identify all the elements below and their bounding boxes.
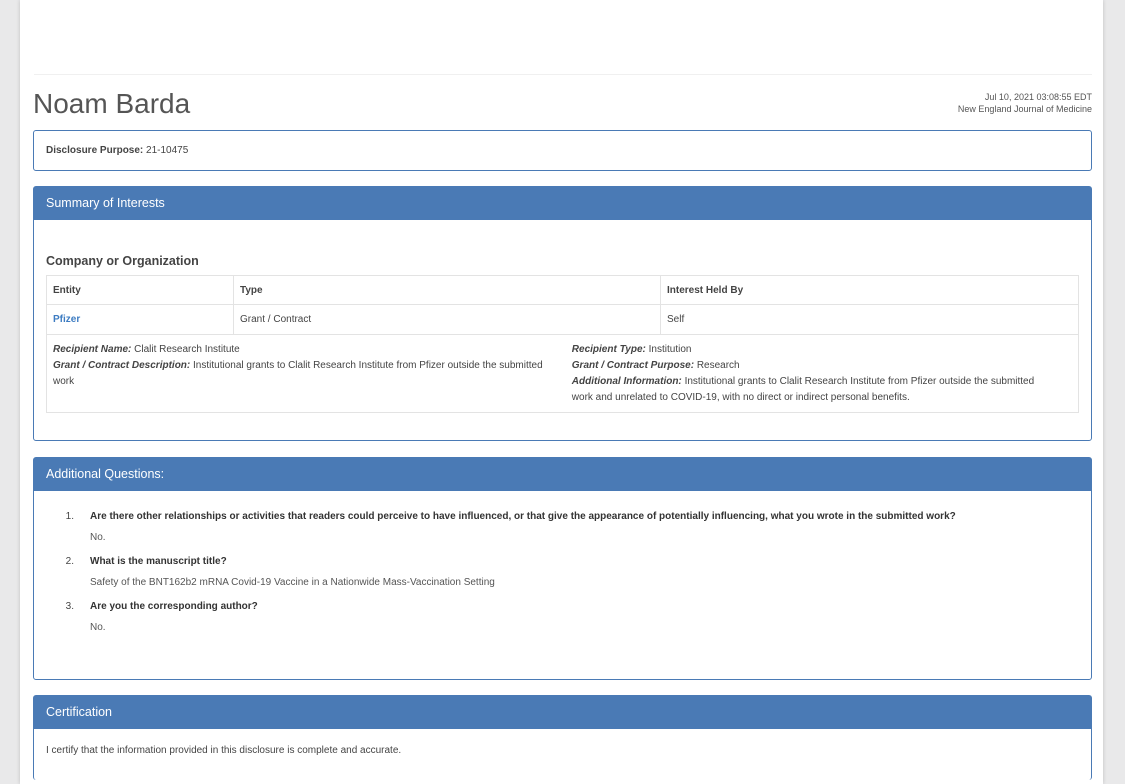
- recipient-type-label: Recipient Type:: [571, 344, 646, 355]
- recipient-name-value: Clalit Research Institute: [134, 344, 240, 355]
- contract-purpose-label: Grant / Contract Purpose:: [571, 360, 695, 371]
- contract-description: [53, 358, 563, 390]
- column-header-held-by: Interest Held By: [661, 276, 1079, 305]
- journal-name: New England Journal of Medicine: [957, 104, 1092, 114]
- questions-list: [46, 511, 956, 646]
- contract-purpose-value: Research: [696, 360, 740, 371]
- contract-description-value: Institutional grants to Clalit Research Institute from Pfizer outside the submitted work: [53, 360, 543, 387]
- disclosure-purpose-panel: [33, 130, 1092, 171]
- question-text: Are you the corresponding author?: [90, 601, 258, 612]
- summary-of-interests-panel: [33, 186, 1092, 441]
- question-text: Are there other relationships or activities that readers could perceive to have influenced, or that give the appearance of potentially influencing, what you wrote in the submitted work?: [90, 511, 956, 522]
- details-left: [53, 342, 563, 390]
- disclosure-purpose-value: 21-10475: [146, 145, 189, 156]
- header-meta: [958, 91, 1092, 115]
- recipient-type-value: Institution: [648, 344, 692, 355]
- details-cell: [47, 335, 1079, 413]
- additional-information: [572, 374, 1042, 406]
- answer-text: Safety of the BNT162b2 mRNA Covid-19 Vaccine in a Nationwide Mass-Vaccination Setting: [90, 577, 495, 588]
- section-title: Company or Organization: [46, 254, 199, 268]
- top-band: [34, 0, 1092, 75]
- list-item: [46, 601, 956, 633]
- disclosure-page: [20, 0, 1103, 784]
- certification-text: I certify that the information provided in this disclosure is complete and accurate.: [46, 745, 402, 756]
- question-text: What is the manuscript title?: [90, 556, 227, 567]
- certification-heading: Certification: [34, 696, 1091, 729]
- questions-heading: Additional Questions:: [34, 458, 1091, 491]
- certification-panel: [33, 695, 1092, 780]
- contract-purpose: [572, 358, 1042, 374]
- summary-heading: Summary of Interests: [34, 187, 1091, 220]
- answer-text: No.: [90, 532, 106, 543]
- question-number: 3.: [65, 601, 74, 612]
- additional-information-label: Additional Information:: [571, 376, 682, 387]
- list-item: [46, 511, 956, 543]
- list-item: [46, 556, 956, 588]
- recipient-name-label: Recipient Name:: [53, 344, 132, 355]
- recipient-type: [572, 342, 1042, 358]
- timestamp: Jul 10, 2021 03:08:55 EDT: [984, 92, 1092, 102]
- column-header-entity: Entity: [47, 276, 234, 305]
- column-header-type: Type: [234, 276, 661, 305]
- answer-text: No.: [90, 622, 106, 633]
- interests-table: [46, 275, 1079, 413]
- question-number: 2.: [65, 556, 74, 567]
- table-row: [47, 305, 1079, 335]
- author-name: Noam Barda: [33, 88, 191, 119]
- disclosure-purpose: [46, 145, 188, 156]
- type-cell: Grant / Contract: [234, 305, 661, 335]
- contract-description-label: Grant / Contract Description:: [53, 360, 191, 371]
- question-number: 1.: [65, 511, 74, 522]
- additional-questions-panel: [33, 457, 1092, 680]
- table-header-row: [47, 276, 1079, 305]
- held-by-cell: Self: [661, 305, 1079, 335]
- additional-information-value: Institutional grants to Clalit Research Institute from Pfizer outside the submitted work and unrelated to COVID-19, with no direct or indirect personal benefits.: [571, 376, 1035, 403]
- recipient-name: [53, 342, 563, 358]
- details-row: [47, 335, 1079, 413]
- details-right: [572, 342, 1042, 406]
- entity-link[interactable]: Pfizer: [53, 314, 81, 325]
- disclosure-purpose-label: Disclosure Purpose:: [46, 145, 144, 156]
